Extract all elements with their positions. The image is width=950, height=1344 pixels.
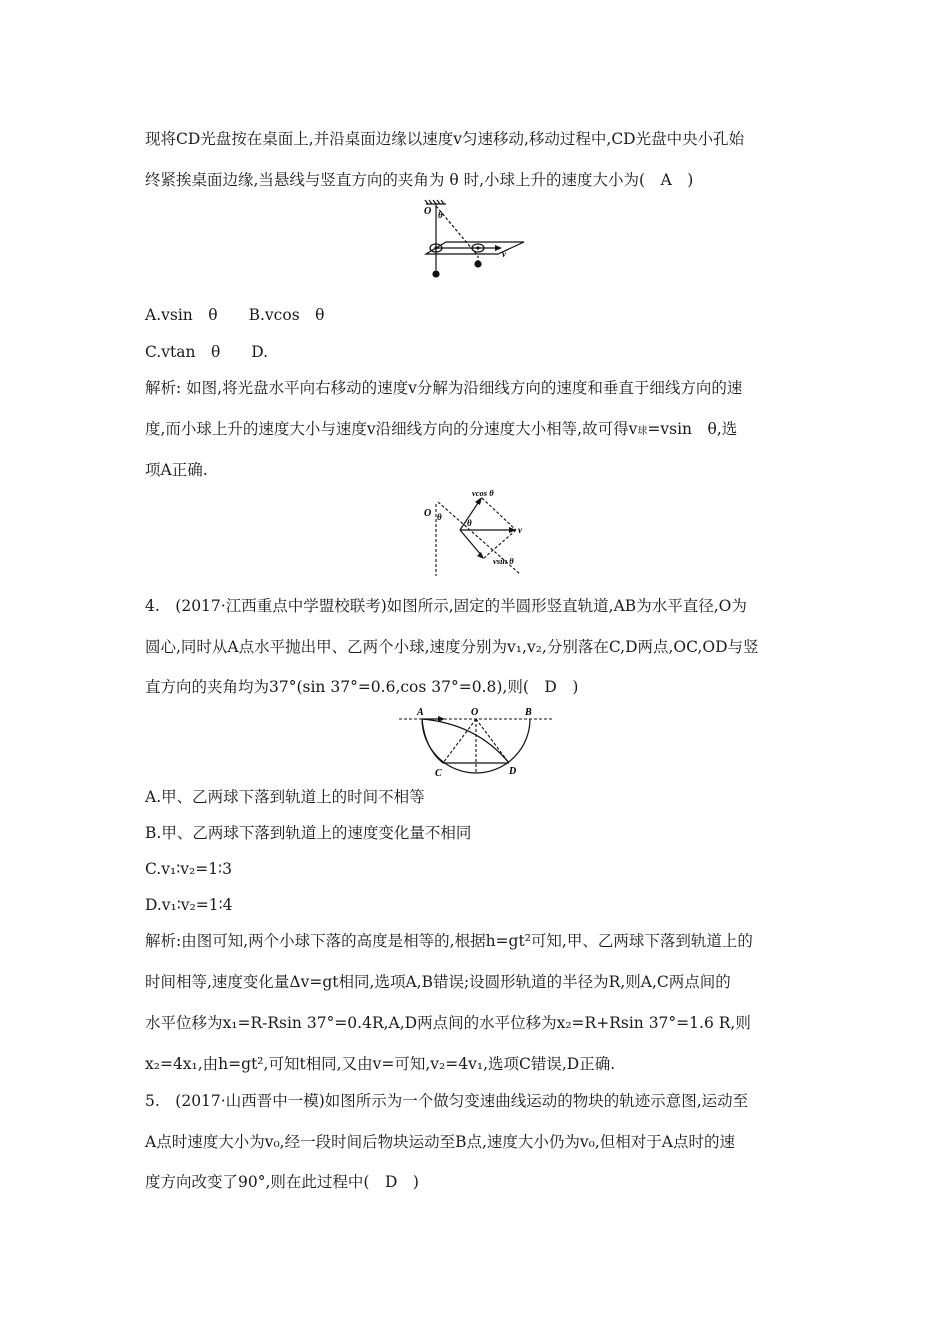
q3-solution-line-1: 解析: 如图,将光盘水平向右移动的速度v分解为沿细线方向的速度和垂直于细线方向的速	[145, 379, 743, 397]
q5-text-line-3: 度方向改变了90°,则在此过程中( D )	[145, 1173, 419, 1191]
q4-figure-semicircle-track	[397, 704, 555, 780]
ball-left	[432, 270, 439, 277]
q3-solution-line-2	[145, 419, 737, 442]
q3-solution-line-2b: =vsin θ,选	[647, 420, 738, 438]
trajectory-c	[422, 719, 443, 763]
label-o: O	[424, 206, 432, 217]
radius-oc	[443, 719, 476, 763]
label-theta-1: θ	[437, 512, 442, 522]
label-vcos: vcos θ	[472, 488, 494, 498]
q4-solution-line-1: 解析:由图可知,两个小球下落的高度是相等的,根据h=gt²可知,甲、乙两球下落到轨道上的	[145, 932, 753, 950]
q3-figure-cd-disc	[418, 198, 526, 282]
label-o: O	[471, 707, 479, 718]
q4-text-line-1: 4. (2017·江西重点中学盟校联考)如图所示,固定的半圆形竖直轨道,AB为水平直径,O为	[145, 597, 747, 615]
q4-text-line-2: 圆心,同时从A点水平抛出甲、乙两个小球,速度分别为v₁,v₂,分别落在C,D两点,OC,OD与竖	[145, 638, 759, 656]
q4-option-d: D.v₁∶v₂=1∶4	[145, 896, 233, 914]
label-a: A	[417, 707, 424, 718]
q3-solution-line-2a: 度,而小球上升的速度大小与速度v沿细线方向的分速度大小相等,故可得v	[145, 420, 638, 438]
trajectory-d	[422, 719, 509, 763]
q3-options-ab: A.vsin θ B.vcos θ	[145, 306, 325, 324]
label-vsin: vsin θ	[493, 556, 514, 566]
q3-text-line-2: 终紧挨桌面边缘,当悬线与竖直方向的夹角为 θ 时,小球上升的速度大小为( A )	[145, 171, 694, 189]
label-d: D	[509, 766, 517, 777]
q5-text-line-1: 5. (2017·山西晋中一模)如图所示为一个做匀变速曲线运动的物块的轨迹示意图,运动至	[145, 1092, 749, 1110]
label-b: B	[525, 707, 532, 718]
q4-solution-line-3: 水平位移为x₁=R-Rsin 37°=0.4R,A,D两点间的水平位移为x₂=R+Rsin 37°=1.6 R,则	[145, 1014, 751, 1032]
q4-option-c: C.v₁∶v₂=1∶3	[145, 860, 232, 878]
label-v: v	[518, 525, 522, 535]
label-v: v	[502, 249, 506, 259]
label-o: O	[424, 508, 432, 519]
ball-right	[474, 260, 481, 267]
q3-text-line-1: 现将CD光盘按在桌面上,并沿桌面边缘以速度v匀速移动,移动过程中,CD光盘中央小孔始	[145, 130, 745, 148]
q4-option-a: A.甲、乙两球下落到轨道上的时间不相等	[145, 788, 425, 806]
label-theta: θ	[438, 210, 443, 220]
q3-options-cd: C.vtan θ D.	[145, 343, 269, 361]
arrow-vsin	[460, 530, 482, 556]
q4-solution-line-2: 时间相等,速度变化量Δv=gt相同,选项A,B错误;设圆形轨道的半径为R,则A,C两点间的	[145, 973, 731, 991]
q3-solution-line-3: 项A正确.	[145, 461, 208, 479]
radius-od	[476, 719, 509, 763]
q3-figure-velocity-decomposition	[420, 488, 535, 578]
q3-subscript-ball: 球	[637, 426, 648, 437]
q4-solution-line-4: x₂=4x₁,由h=gt²,可知t相同,又由v=可知,v₂=4v₁,选项C错误,D正确.	[145, 1055, 616, 1073]
label-theta-2: θ	[467, 518, 472, 528]
q4-text-line-3: 直方向的夹角均为37°(sin 37°=0.6,cos 37°=0.8),则( D )	[145, 678, 579, 696]
q5-text-line-2: A点时速度大小为v₀,经一段时间后物块运动至B点,速度大小仍为v₀,但相对于A点时的速	[145, 1133, 736, 1151]
label-c: C	[435, 768, 442, 779]
q4-option-b: B.甲、乙两球下落到轨道上的速度变化量不相同	[145, 824, 472, 842]
